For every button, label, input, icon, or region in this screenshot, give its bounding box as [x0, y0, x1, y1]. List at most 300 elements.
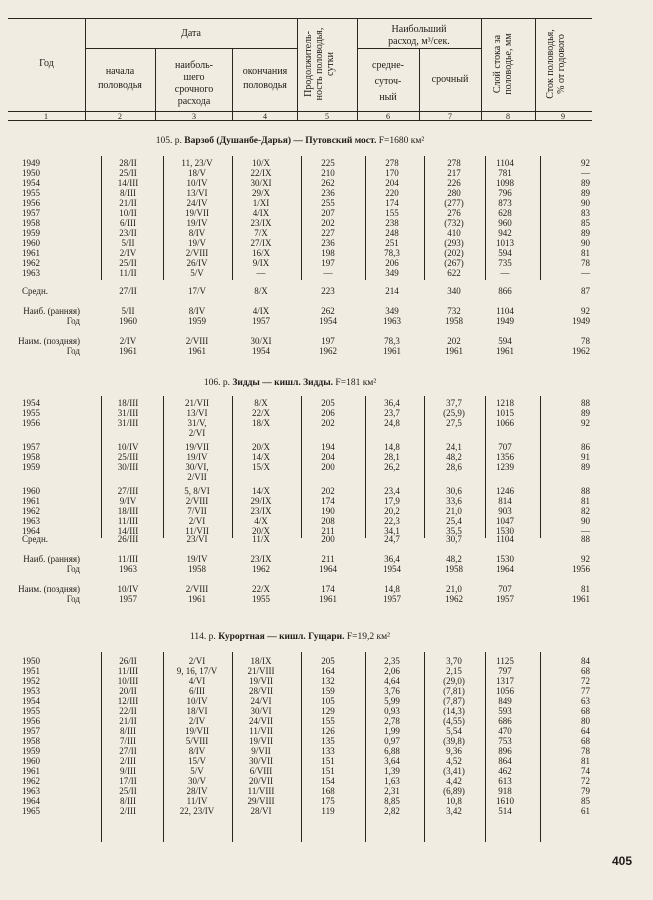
table-cell: 84 — [581, 656, 590, 666]
table-cell: 781 — [498, 168, 512, 178]
table-cell: 14/III — [117, 526, 139, 536]
table-cell: 1964 — [22, 796, 40, 806]
table-cell: Год — [66, 564, 80, 574]
table-cell: 707 — [498, 584, 512, 594]
table-cell: 30/XI — [250, 178, 272, 188]
table-row — [0, 218, 653, 228]
table-cell: 20/X — [252, 442, 270, 452]
table-cell: 410 — [447, 228, 461, 238]
table-cell: 1066 — [496, 418, 514, 428]
table-cell: 206 — [321, 408, 335, 418]
table-cell: 29/X — [252, 188, 270, 198]
table-cell: 1955 — [22, 188, 40, 198]
table-cell: 77 — [581, 686, 590, 696]
table-cell: 462 — [498, 766, 512, 776]
table-cell: 18/V — [188, 168, 206, 178]
table-cell: 63 — [581, 696, 590, 706]
table-cell: 1956 — [22, 418, 40, 428]
table-cell: 1963 — [119, 564, 137, 574]
table-cell: 30/VI — [250, 706, 272, 716]
table-cell: 9/IX — [252, 258, 270, 268]
table-cell: 1964 — [22, 526, 40, 536]
table-cell: 24,8 — [384, 418, 400, 428]
table-cell: 27/II — [119, 746, 137, 756]
col-number: 6 — [386, 112, 390, 121]
table-row — [0, 656, 653, 666]
table-cell: 28,6 — [446, 462, 462, 472]
table-cell: Наим. (поздняя) — [18, 336, 80, 346]
table-cell: 154 — [321, 776, 335, 786]
table-cell: 622 — [447, 268, 461, 278]
table-cell: 255 — [321, 198, 335, 208]
table-cell: 81 — [581, 584, 590, 594]
table-cell: 5,99 — [384, 696, 400, 706]
table-cell: 18/III — [117, 398, 139, 408]
table-cell: 236 — [321, 188, 335, 198]
table-cell: 24,7 — [384, 534, 400, 544]
table-cell: 68 — [581, 666, 590, 676]
table-row — [0, 746, 653, 756]
table-cell: 280 — [447, 188, 461, 198]
table-cell: 2/VI — [188, 428, 206, 438]
table-cell: 2/VI — [188, 656, 206, 666]
table-cell: 11/VIII — [247, 786, 275, 796]
extreme-year-row — [0, 316, 653, 326]
table-cell: 1961 — [188, 594, 206, 604]
table-cell: 11/IV — [186, 796, 208, 806]
table-cell: 5/II — [121, 238, 135, 248]
col-number: 3 — [192, 112, 196, 121]
table-cell: 2/IV — [119, 336, 137, 346]
table-cell: 1963 — [22, 268, 40, 278]
table-cell: 16/X — [252, 248, 270, 258]
table-cell: 1956 — [22, 716, 40, 726]
table-cell: 174 — [385, 198, 399, 208]
extreme-max-row — [0, 306, 653, 316]
table-cell: 4,52 — [446, 756, 462, 766]
table-cell: 175 — [321, 796, 335, 806]
table-cell: 9, 16, 17/V — [176, 666, 218, 676]
table-cell: 10/X — [252, 158, 270, 168]
table-cell: 83 — [581, 208, 590, 218]
table-cell: 10/III — [117, 676, 139, 686]
table-cell: 1958 — [445, 316, 463, 326]
table-cell: 8/IV — [188, 746, 206, 756]
table-cell: 19/IV — [186, 452, 208, 462]
table-cell: 30,6 — [446, 486, 462, 496]
table-cell: 613 — [498, 776, 512, 786]
table-row — [0, 496, 653, 506]
table-cell: Год — [66, 594, 80, 604]
duration-header: Продолжитель- ность половодья, сутки — [303, 27, 336, 101]
table-row — [0, 516, 653, 526]
table-cell: 26,2 — [384, 462, 400, 472]
table-cell: (277) — [444, 198, 464, 208]
table-cell: 1955 — [22, 408, 40, 418]
table-cell: 1/XI — [252, 198, 270, 208]
table-cell: 159 — [321, 686, 335, 696]
table-cell: 2/IV — [188, 716, 206, 726]
table-cell: — — [323, 268, 333, 278]
table-cell: 1961 — [496, 346, 514, 356]
table-cell: 12/III — [117, 696, 139, 706]
table-cell: 194 — [321, 442, 335, 452]
table-cell: 23/IX — [250, 506, 272, 516]
table-cell: 197 — [321, 336, 335, 346]
runoff-header: Слой стока за половодье, мм — [492, 33, 514, 95]
table-cell: 23,4 — [384, 486, 400, 496]
table-cell: 1960 — [22, 486, 40, 496]
table-cell: 262 — [321, 306, 335, 316]
table-cell: (293) — [444, 238, 464, 248]
table-cell: 223 — [321, 286, 335, 296]
table-cell: 2,06 — [384, 666, 400, 676]
table-cell: 278 — [447, 158, 461, 168]
table-cell: 2,82 — [384, 806, 400, 816]
column-rule — [424, 156, 425, 280]
table-row — [0, 238, 653, 248]
table-cell: 17/V — [188, 286, 206, 296]
table-cell: 514 — [498, 806, 512, 816]
table-cell: 36,4 — [384, 398, 400, 408]
table-cell: 15/V — [188, 756, 206, 766]
table-row — [0, 472, 653, 482]
table-cell: 814 — [498, 496, 512, 506]
table-cell: 1956 — [572, 564, 590, 574]
table-cell: 22,3 — [384, 516, 400, 526]
share-header: Сток половодья, % от годового — [545, 29, 567, 99]
table-cell: 1610 — [496, 796, 514, 806]
table-cell: 1954 — [22, 398, 40, 408]
table-row — [0, 726, 653, 736]
table-cell: 238 — [385, 218, 399, 228]
table-cell: 797 — [498, 666, 512, 676]
table-cell: 82 — [581, 506, 590, 516]
table-cell: 22, 23/IV — [179, 806, 215, 816]
table-cell: 1959 — [22, 228, 40, 238]
col-number: 1 — [44, 112, 48, 121]
table-cell: 17/II — [119, 776, 137, 786]
col-number: 5 — [325, 112, 329, 121]
table-cell: 4/IX — [252, 306, 270, 316]
table-row — [0, 418, 653, 428]
table-cell: 1956 — [22, 198, 40, 208]
table-cell: 1962 — [22, 776, 40, 786]
table-cell: 1961 — [572, 594, 590, 604]
column-rule — [365, 156, 366, 280]
table-cell: 1964 — [496, 564, 514, 574]
table-cell: 28/VII — [249, 686, 273, 696]
table-cell: 26/IV — [186, 258, 208, 268]
table-cell: 170 — [385, 168, 399, 178]
table-cell: 4/IX — [252, 208, 270, 218]
table-cell: 37,7 — [446, 398, 462, 408]
table-cell: 22/IX — [250, 168, 272, 178]
table-cell: 30,7 — [446, 534, 462, 544]
table-cell: 11/III — [117, 554, 139, 564]
col-rule-8 — [535, 18, 536, 120]
table-row — [0, 442, 653, 452]
table-cell: 17,9 — [384, 496, 400, 506]
table-cell: 34,1 — [384, 526, 400, 536]
table-cell: 1955 — [252, 594, 270, 604]
table-cell: 89 — [581, 178, 590, 188]
table-cell: 78 — [581, 258, 590, 268]
table-row — [0, 452, 653, 462]
table-cell: 1963 — [22, 516, 40, 526]
table-row — [0, 268, 653, 278]
table-cell: 15/X — [252, 462, 270, 472]
table-row — [0, 756, 653, 766]
table-cell: 28/II — [119, 158, 137, 168]
table-cell: 0,93 — [384, 706, 400, 716]
table-cell: 19/VII — [249, 736, 273, 746]
table-cell: Наим. (поздняя) — [18, 584, 80, 594]
extreme-min-row — [0, 336, 653, 346]
table-cell: 168 — [321, 786, 335, 796]
table-cell: 11/X — [252, 534, 270, 544]
table-cell: 3,76 — [384, 686, 400, 696]
table-cell: 23/IX — [250, 554, 272, 564]
table-cell: 2/VIII — [185, 496, 209, 506]
table-cell: 1965 — [22, 806, 40, 816]
table-cell: 129 — [321, 706, 335, 716]
table-cell: 1015 — [496, 408, 514, 418]
table-cell: 217 — [447, 168, 461, 178]
table-cell: 1957 — [252, 316, 270, 326]
table-cell: 11/III — [117, 516, 139, 526]
table-cell: 13/VI — [186, 408, 208, 418]
extreme-year-row — [0, 594, 653, 604]
table-cell: 732 — [447, 306, 461, 316]
table-cell: (3,41) — [443, 766, 465, 776]
table-cell: 8/X — [254, 398, 268, 408]
table-cell: 5/V — [190, 268, 204, 278]
table-cell: 1961 — [22, 496, 40, 506]
table-cell: 68 — [581, 736, 590, 746]
table-cell: 87 — [581, 286, 590, 296]
table-cell: 30/III — [117, 462, 139, 472]
table-cell: 5, 8/VI — [184, 486, 210, 496]
table-cell: 18/VI — [186, 706, 208, 716]
table-cell: 72 — [581, 676, 590, 686]
table-cell: 1951 — [22, 666, 40, 676]
column-rule — [101, 156, 102, 280]
table-cell: 1957 — [22, 726, 40, 736]
table-row — [0, 686, 653, 696]
table-row — [0, 208, 653, 218]
table-cell: 220 — [385, 188, 399, 198]
table-row — [0, 786, 653, 796]
table-cell: 90 — [581, 198, 590, 208]
table-cell: 11/VII — [249, 726, 273, 736]
col-number: 4 — [263, 112, 267, 121]
table-cell: 1962 — [22, 506, 40, 516]
table-cell: 206 — [385, 258, 399, 268]
table-row — [0, 676, 653, 686]
table-cell: 2/VI — [188, 516, 206, 526]
table-cell: 19/VII — [185, 726, 209, 736]
table-cell: Год — [66, 316, 80, 326]
table-cell: 1961 — [188, 346, 206, 356]
table-cell: 35,5 — [446, 526, 462, 536]
table-cell: 27/II — [119, 286, 137, 296]
table-cell: 1954 — [22, 178, 40, 188]
table-cell: 1961 — [319, 594, 337, 604]
table-cell: 18/IX — [250, 656, 272, 666]
table-cell: 22/X — [252, 408, 270, 418]
table-cell: 29/VIII — [247, 796, 275, 806]
table-cell: 2/III — [120, 756, 136, 766]
table-cell: Наиб. (ранняя) — [23, 306, 80, 316]
table-cell: 262 — [321, 178, 335, 188]
table-cell: 31/III — [117, 408, 139, 418]
table-cell: 30/XI — [250, 336, 272, 346]
table-cell: 211 — [321, 554, 335, 564]
table-cell: 205 — [321, 398, 335, 408]
extreme-max-row — [0, 554, 653, 564]
table-cell: 2,15 — [446, 666, 462, 676]
table-cell: 85 — [581, 796, 590, 806]
extreme-year-row — [0, 346, 653, 356]
table-cell: 1958 — [22, 452, 40, 462]
column-rule — [485, 652, 486, 842]
table-cell: 248 — [385, 228, 399, 238]
table-row — [0, 168, 653, 178]
table-cell: 81 — [581, 248, 590, 258]
table-cell: 1961 — [22, 766, 40, 776]
table-cell: 1952 — [22, 676, 40, 686]
table-cell: 4,64 — [384, 676, 400, 686]
table-cell: 78 — [581, 336, 590, 346]
table-cell: 9/III — [120, 766, 136, 776]
table-cell: 1317 — [496, 676, 514, 686]
flood-end-header: окончания половодья — [242, 66, 288, 91]
table-cell: 13/VI — [186, 188, 208, 198]
table-cell: 78 — [581, 746, 590, 756]
table-cell: 1,99 — [384, 726, 400, 736]
table-cell: 14/X — [252, 452, 270, 462]
table-cell: 873 — [498, 198, 512, 208]
table-cell: — — [581, 168, 590, 178]
col-number: 2 — [118, 112, 122, 121]
table-cell: 21/VIII — [247, 666, 275, 676]
table-cell: 594 — [498, 248, 512, 258]
table-cell: 1960 — [22, 756, 40, 766]
table-cell: 707 — [498, 442, 512, 452]
table-cell: 1949 — [572, 316, 590, 326]
table-cell: 7/III — [120, 736, 136, 746]
table-cell: 30/VII — [249, 756, 273, 766]
table-cell: 1961 — [383, 346, 401, 356]
table-cell: 942 — [498, 228, 512, 238]
table-cell: 1962 — [445, 594, 463, 604]
table-cell: Год — [66, 346, 80, 356]
table-cell: 14,8 — [384, 442, 400, 452]
table-cell: 22/II — [119, 706, 137, 716]
table-cell: 1950 — [22, 168, 40, 178]
table-cell: — — [256, 268, 266, 278]
table-cell: 23,7 — [384, 408, 400, 418]
table-cell: 11, 23/V — [181, 158, 213, 168]
column-rule — [301, 652, 302, 842]
year-header: Год — [39, 58, 54, 69]
table-cell: 18/III — [117, 506, 139, 516]
flood-start-header: начала половодья — [98, 66, 142, 91]
table-cell: 28,1 — [384, 452, 400, 462]
table-row — [0, 696, 653, 706]
table-cell: 21/II — [119, 198, 137, 208]
table-cell: 1958 — [188, 564, 206, 574]
table-cell: (732) — [444, 218, 464, 228]
column-rule — [540, 156, 541, 280]
table-cell: 33,6 — [446, 496, 462, 506]
table-cell: 1,39 — [384, 766, 400, 776]
table-cell: 1530 — [496, 526, 514, 536]
table-cell: 1964 — [319, 564, 337, 574]
column-rule — [301, 396, 302, 538]
table-cell: 1356 — [496, 452, 514, 462]
table-cell: 25/II — [119, 786, 137, 796]
table-cell: 251 — [385, 238, 399, 248]
table-cell: 14/III — [117, 178, 139, 188]
table-cell: 753 — [498, 736, 512, 746]
table-cell: 20/X — [252, 526, 270, 536]
table-cell: 208 — [321, 516, 335, 526]
table-cell: 796 — [498, 188, 512, 198]
table-cell: 6/III — [189, 686, 205, 696]
table-row — [0, 158, 653, 168]
table-cell: 26/II — [119, 656, 137, 666]
table-cell: 10/IV — [186, 696, 208, 706]
col-number: 7 — [448, 112, 452, 121]
table-row — [0, 398, 653, 408]
table-cell: 864 — [498, 756, 512, 766]
table-cell: 202 — [321, 486, 335, 496]
table-cell: 960 — [498, 218, 512, 228]
table-row — [0, 534, 653, 544]
table-cell: 4,42 — [446, 776, 462, 786]
table-cell: 1098 — [496, 178, 514, 188]
table-cell: 25,4 — [446, 516, 462, 526]
table-cell: 21/II — [119, 716, 137, 726]
column-rule — [365, 652, 366, 842]
table-cell: 1958 — [22, 736, 40, 746]
table-cell: 174 — [321, 584, 335, 594]
column-rule — [101, 652, 102, 842]
table-cell: 24/IV — [186, 198, 208, 208]
table-cell: 1954 — [22, 696, 40, 706]
table-cell: 1530 — [496, 554, 514, 564]
column-rule — [232, 396, 233, 538]
max-flow-date-header: наиболь- шего срочного расхода — [174, 60, 214, 107]
table-cell: 89 — [581, 408, 590, 418]
table-cell: 8/III — [120, 188, 136, 198]
table-cell: 200 — [321, 534, 335, 544]
table-cell: 6/VIII — [249, 766, 273, 776]
table-cell: 91 — [581, 452, 590, 462]
table-cell: 4/X — [254, 516, 268, 526]
table-cell: (7,87) — [443, 696, 465, 706]
table-cell: 210 — [321, 168, 335, 178]
table-row — [0, 188, 653, 198]
table-row — [0, 666, 653, 676]
max-discharge-header: Наибольший расход, м³/сек. — [388, 24, 450, 47]
table-cell: 849 — [498, 696, 512, 706]
table-cell: 27/III — [117, 486, 139, 496]
table-cell: — — [581, 268, 590, 278]
table-cell: 593 — [498, 706, 512, 716]
